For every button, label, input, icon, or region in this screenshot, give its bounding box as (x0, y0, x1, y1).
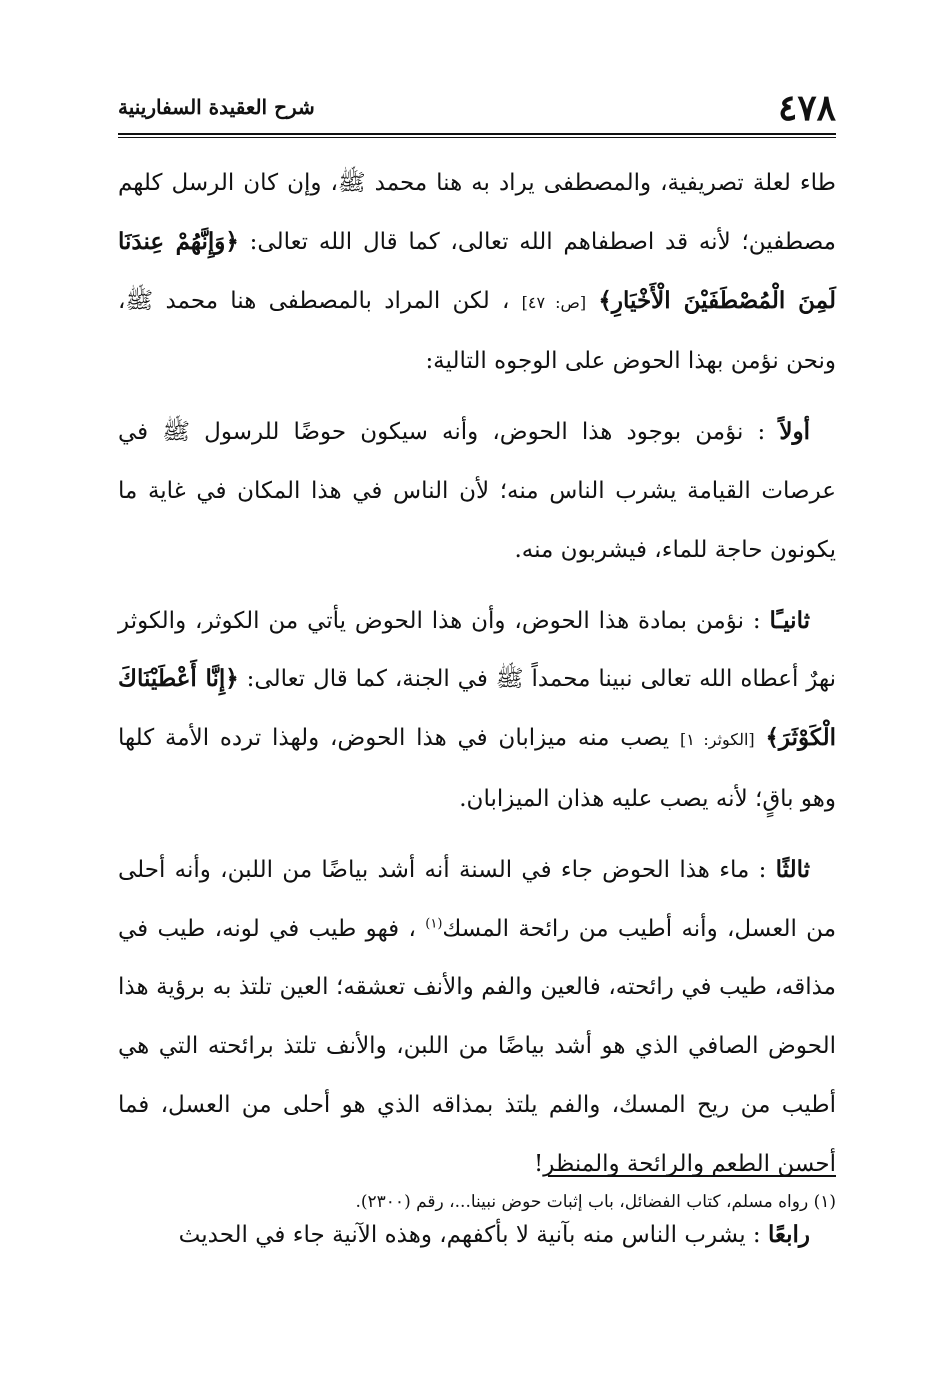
paragraph-text: : يشرب الناس منه بآنية لا بأكفهم، وهذه الآنية جاء في الحديث (178, 1221, 761, 1248)
point-lead: رابعًا (767, 1220, 810, 1248)
footnote-marker[interactable]: (١) (425, 915, 443, 931)
paragraph-1 (118, 154, 836, 391)
footnote-separator (548, 1175, 836, 1177)
point-lead: ثانيـًا (769, 606, 810, 634)
paragraph-3 (118, 592, 836, 829)
quran-verse: ﴿وَإِنَّهُمْ عِندَنَا لَمِنَ الْمُصْطَفَيْنَ الْأَخْيَارِ﴾ (118, 227, 836, 314)
footnote: (١) رواه مسلم، كتاب الفضائل، باب إثبات حوض نبينا...، رقم (٢٣٠٠). (355, 1192, 836, 1212)
verse-reference: [ص: ٤٧] (521, 292, 587, 312)
paragraph-4 (118, 841, 836, 1194)
paragraph-text: : نؤمن بوجود هذا الحوض، وأنه سيكون حوضًا للرسول ﷺ في عرصات القيامة يشرب الناس منه؛ لأن الناس في هذا المكان في غاية ما يكونون حاجة للماء، فيشربون منه. (118, 419, 836, 563)
page-number: ٤٧٨ (777, 87, 836, 129)
quran-verse: ﴿إِنَّا أَعْطَيْنَاكَ الْكَوْثَرَ﴾ (118, 665, 837, 752)
verse-reference: [الكوثر: ١] (679, 730, 755, 750)
paragraph-text: : نؤمن بمادة هذا الحوض، وأن هذا الحوض يأتي من الكوثر، والكوثر نهرٌ أعطاه الله تعالى نبينا محمداً ﷺ في الجنة، كما قال تعالى: (118, 607, 836, 693)
paragraph-text: يصب منه ميزابان في هذا الحوض، ولهذا ترده الأمة كلها وهو باقٍ؛ لأنه يصب عليه هذان الميزابان. (118, 725, 836, 812)
header-rule (118, 133, 836, 135)
paragraph-text: : ماء هذا الحوض جاء في السنة أنه أشد بياضًا من اللبن، وأنه أحلى من العسل، وأنه أطيب من رائحة المسك (118, 856, 837, 942)
running-title: شرح العقيدة السفارينية (118, 95, 315, 119)
page-header (118, 86, 836, 129)
paragraph-text: طاء لعلة تصريفية، والمصطفى يراد به هنا محمد ﷺ، وإن كان الرسل كلهم مصطفين؛ لأنه قد اصطفاهم الله تعالى، كما قال الله تعالى: (118, 170, 836, 255)
point-lead: ثالثًا (775, 855, 811, 883)
paragraph-text: ، لكن المراد بالمصطفى هنا محمد ﷺ، ونحن نؤمن بهذا الحوض على الوجوه التالية: (118, 287, 836, 375)
body-text (118, 154, 836, 1276)
header-rule-thin (118, 137, 836, 138)
paragraph-text: ، فهو طيب في لونه، طيب في مذاقه، طيب في رائحته، فالعين والفم والأنف تعشقه؛ العين تلتذ به برؤية هذا الحوض الصافي الذي هو أشد بياضًا من اللبن، والأنف تلتذ برائحته التي هي أطيب من ريح المسك، والفم يلتذ بمذاقه الذي هو أحلى من العسل، فما أحسن الطعم والرائحة والمنظر! (118, 915, 836, 1177)
point-lead: أولاً (779, 418, 810, 446)
paragraph-2 (118, 403, 836, 579)
